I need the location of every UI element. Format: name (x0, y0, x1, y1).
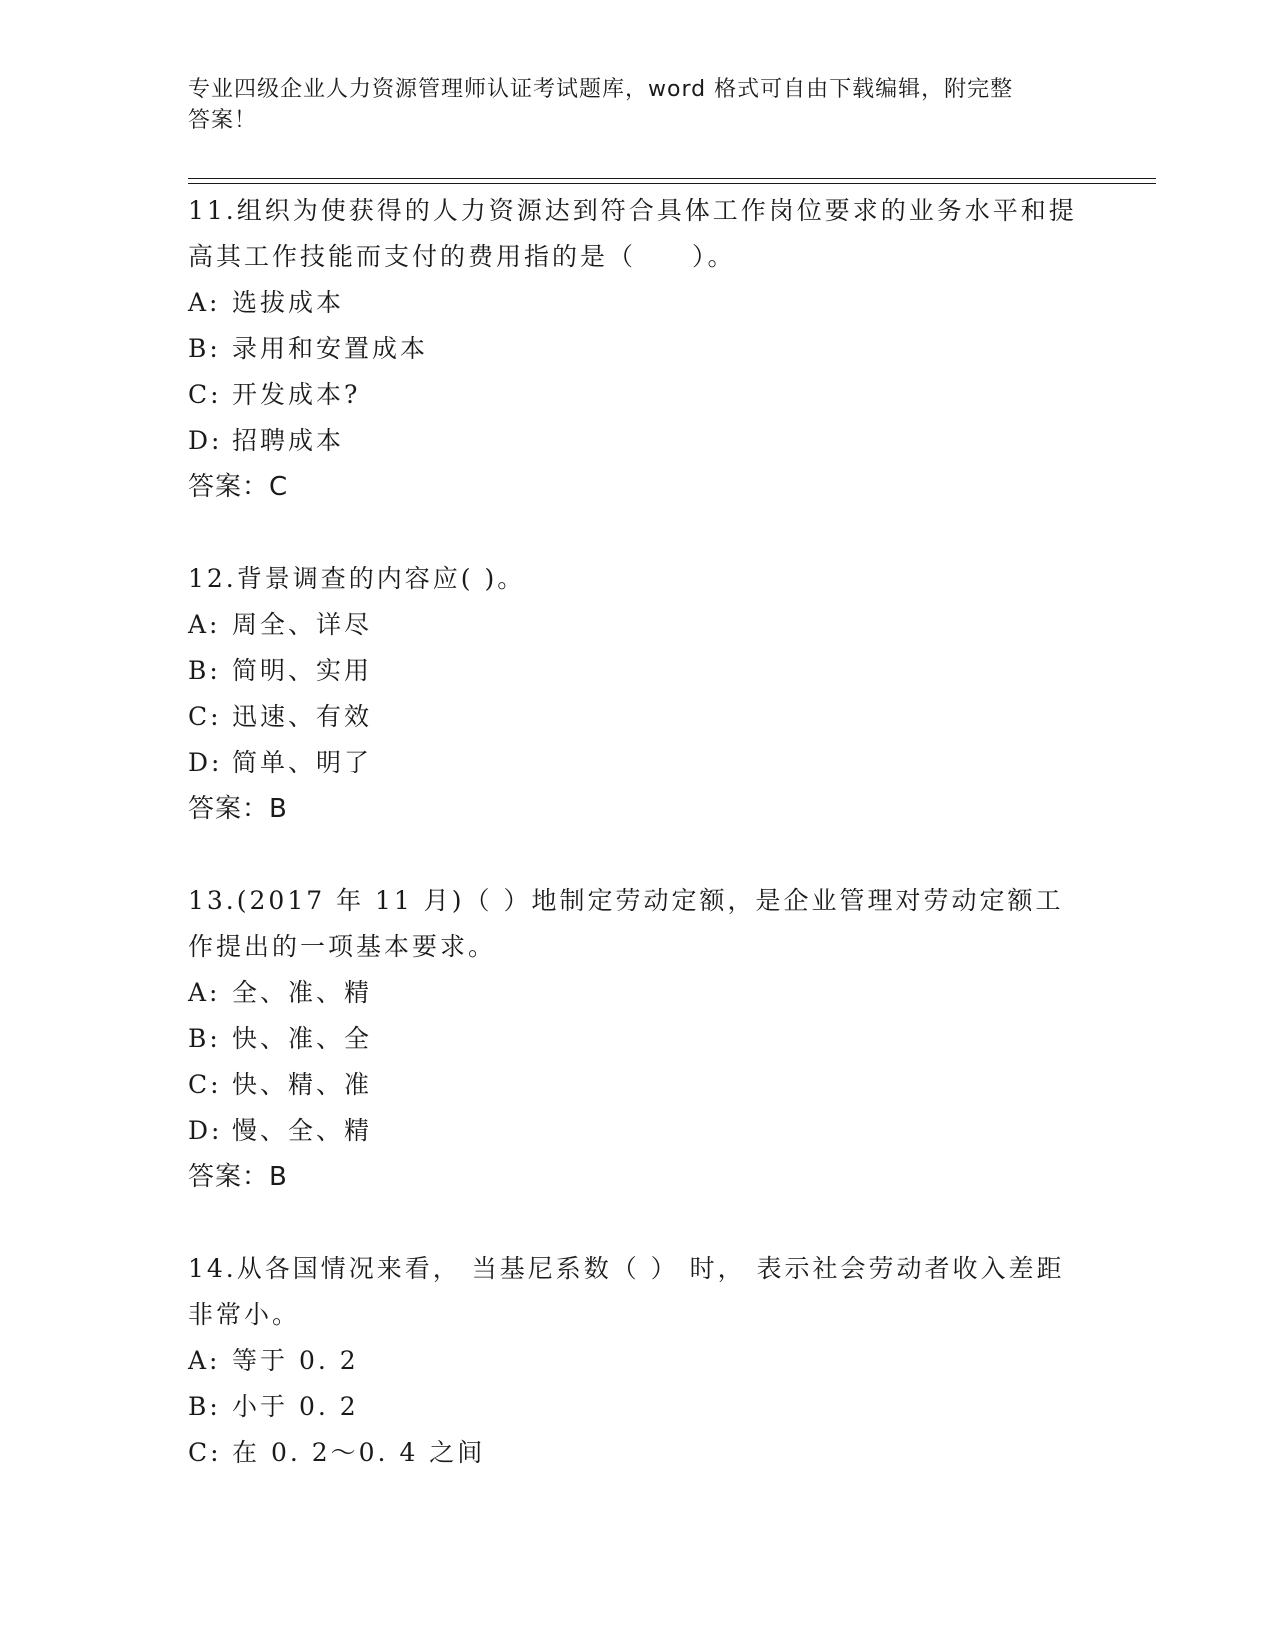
option-a (188, 280, 1088, 326)
option-text: 慢、全、精 (232, 1116, 373, 1145)
option-d (188, 418, 1088, 464)
option-text: 周全、详尽 (232, 610, 373, 639)
question-14 (188, 1246, 1088, 1476)
answer-line: 答案：B (188, 794, 288, 824)
question-text: 11.组织为使获得的人力资源达到符合具体工作岗位要求的业务水平和提高其工作技能而支付的费用指的是（ ）。 (188, 196, 1077, 271)
question-list (188, 188, 1088, 1522)
option-a (188, 970, 1088, 1016)
option-text: 快、准、全 (232, 1024, 373, 1053)
question-text: 13.(2017 年 11 月)（ ）地制定劳动定额，是企业管理对劳动定额工作提出的一项基本要求。 (188, 886, 1064, 961)
document-header (188, 74, 1068, 136)
option-key: C: (188, 702, 222, 731)
question-13 (188, 878, 1088, 1200)
option-a (188, 1338, 1088, 1384)
option-key: A: (188, 288, 221, 317)
option-key: A: (188, 978, 221, 1007)
option-text: 小于 0. 2 (232, 1392, 359, 1421)
option-text: 招聘成本 (232, 426, 345, 455)
option-key: B: (188, 1024, 221, 1053)
option-key: C: (188, 380, 222, 409)
header-divider-bottom (188, 183, 1156, 184)
option-text: 开发成本? (232, 380, 361, 409)
option-text: 简明、实用 (232, 656, 373, 685)
option-key: D: (188, 426, 223, 455)
question-12 (188, 556, 1088, 832)
option-b (188, 1016, 1088, 1062)
option-key: C: (188, 1438, 222, 1467)
header-line-1: 专业四级企业人力资源管理师认证考试题库，word 格式可自由下载编辑，附完整 (188, 77, 1014, 102)
option-key: B: (188, 334, 221, 363)
option-key: A: (188, 1346, 221, 1375)
option-c (188, 372, 1088, 418)
option-text: 等于 0. 2 (232, 1346, 359, 1375)
option-text: 全、准、精 (232, 978, 373, 1007)
option-a (188, 602, 1088, 648)
option-key: D: (188, 1116, 223, 1145)
option-text: 选拔成本 (232, 288, 345, 317)
option-c (188, 694, 1088, 740)
option-key: B: (188, 1392, 221, 1421)
option-b (188, 326, 1088, 372)
option-key: B: (188, 656, 221, 685)
option-key: A: (188, 610, 221, 639)
header-divider-top (188, 178, 1156, 179)
option-text: 简单、明了 (232, 748, 373, 777)
question-text: 14.从各国情况来看， 当基尼系数（ ） 时， 表示社会劳动者收入差距非常小。 (188, 1254, 1065, 1329)
option-text: 快、精、准 (232, 1070, 373, 1099)
option-text: 迅速、有效 (232, 702, 373, 731)
header-line-2: 答案！ (188, 108, 258, 133)
option-key: D: (188, 748, 223, 777)
question-11 (188, 188, 1088, 510)
answer-line: 答案：C (188, 472, 289, 502)
option-d (188, 1108, 1088, 1154)
option-c (188, 1430, 1088, 1476)
option-key: C: (188, 1070, 222, 1099)
option-c (188, 1062, 1088, 1108)
option-b (188, 1384, 1088, 1430)
answer-line: 答案：B (188, 1162, 288, 1192)
option-b (188, 648, 1088, 694)
question-text: 12.背景调查的内容应( )。 (188, 564, 526, 593)
option-text: 录用和安置成本 (232, 334, 429, 363)
option-text: 在 0. 2～0. 4 之间 (232, 1438, 486, 1467)
option-d (188, 740, 1088, 786)
